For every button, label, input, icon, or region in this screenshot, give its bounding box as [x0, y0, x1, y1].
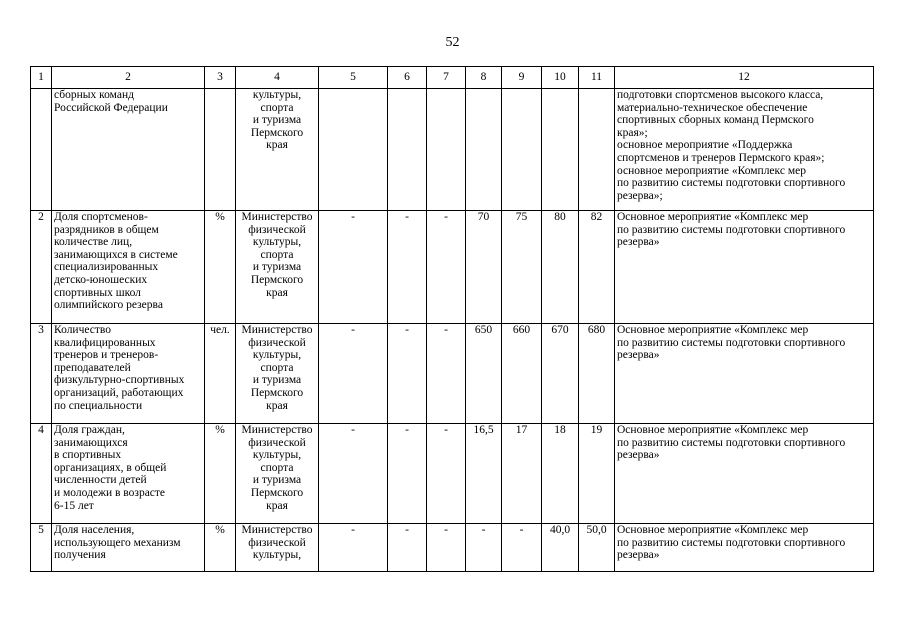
row-number: 4 — [31, 424, 52, 524]
responsible-ministry: Министерство физической культуры, спорта и туризма Пермского края — [236, 324, 319, 424]
page-number: 52 — [445, 35, 460, 50]
value-col6 — [388, 89, 427, 211]
column-header: 3 — [205, 67, 236, 89]
indicator-name: Доля населения, использующего механизм получения — [52, 524, 205, 572]
responsible-ministry: Министерство физической культуры, спорта и туризма Пермского края — [236, 211, 319, 324]
value-col5 — [319, 89, 388, 211]
row-number — [31, 89, 52, 211]
value-col6: - — [388, 211, 427, 324]
column-header: 9 — [502, 67, 542, 89]
value-col8: 70 — [466, 211, 502, 324]
value-col6: - — [388, 524, 427, 572]
table-row — [31, 424, 874, 524]
value-col8 — [466, 89, 502, 211]
column-header: 12 — [615, 67, 874, 89]
column-header: 10 — [542, 67, 579, 89]
value-col7: - — [427, 424, 466, 524]
value-col11: 50,0 — [579, 524, 615, 572]
responsible-ministry: Министерство физической культуры, спорта и туризма Пермского края — [236, 424, 319, 524]
column-header: 6 — [388, 67, 427, 89]
unit: % — [205, 211, 236, 324]
row-number: 5 — [31, 524, 52, 572]
value-col5: - — [319, 424, 388, 524]
row-number: 2 — [31, 211, 52, 324]
value-col8: 650 — [466, 324, 502, 424]
table-row — [31, 89, 874, 211]
value-col9: - — [502, 524, 542, 572]
table-row — [31, 524, 874, 572]
column-header: 5 — [319, 67, 388, 89]
value-col7: - — [427, 211, 466, 324]
indicator-name: сборных команд Российской Федерации — [52, 89, 205, 211]
measures: подготовки спортсменов высокого класса, материально-техническое обеспечение спортивных сборных команд Пермского края»; основное мероприятие «Поддержка спортсменов и тренеров Пермского края»; основное мероприятие «Комплекс мер по развитию системы подготовки спортивного резерва»; — [615, 89, 874, 211]
indicators-table — [30, 66, 874, 572]
value-col10 — [542, 89, 579, 211]
value-col10: 670 — [542, 324, 579, 424]
column-header: 4 — [236, 67, 319, 89]
value-col9: 17 — [502, 424, 542, 524]
measures: Основное мероприятие «Комплекс мер по развитию системы подготовки спортивного резерва» — [615, 524, 874, 572]
table-row — [31, 324, 874, 424]
value-col7: - — [427, 524, 466, 572]
value-col10: 18 — [542, 424, 579, 524]
column-number-row — [31, 67, 874, 89]
value-col5: - — [319, 211, 388, 324]
column-header: 7 — [427, 67, 466, 89]
value-col8: - — [466, 524, 502, 572]
value-col5: - — [319, 324, 388, 424]
unit: % — [205, 524, 236, 572]
unit: чел. — [205, 324, 236, 424]
value-col9: 660 — [502, 324, 542, 424]
unit — [205, 89, 236, 211]
value-col11: 82 — [579, 211, 615, 324]
measures: Основное мероприятие «Комплекс мер по развитию системы подготовки спортивного резерва» — [615, 424, 874, 524]
row-number: 3 — [31, 324, 52, 424]
indicator-name: Доля спортсменов- разрядников в общем количестве лиц, занимающихся в системе специализированных детско-юношеских спортивных школ олимпийского резерва — [52, 211, 205, 324]
value-col10: 40,0 — [542, 524, 579, 572]
indicator-name: Доля граждан, занимающихся в спортивных организациях, в общей численности детей и молодежи в возрасте 6-15 лет — [52, 424, 205, 524]
value-col8: 16,5 — [466, 424, 502, 524]
value-col10: 80 — [542, 211, 579, 324]
value-col11: 680 — [579, 324, 615, 424]
value-col5: - — [319, 524, 388, 572]
value-col9: 75 — [502, 211, 542, 324]
measures: Основное мероприятие «Комплекс мер по развитию системы подготовки спортивного резерва» — [615, 324, 874, 424]
value-col6: - — [388, 424, 427, 524]
column-header: 1 — [31, 67, 52, 89]
indicator-name: Количество квалифицированных тренеров и тренеров- преподавателей физкультурно-спортивных организаций, работающих по специальности — [52, 324, 205, 424]
value-col11 — [579, 89, 615, 211]
table-row — [31, 211, 874, 324]
column-header: 8 — [466, 67, 502, 89]
value-col7: - — [427, 324, 466, 424]
value-col6: - — [388, 324, 427, 424]
value-col9 — [502, 89, 542, 211]
column-header: 11 — [579, 67, 615, 89]
unit: % — [205, 424, 236, 524]
responsible-ministry: культуры, спорта и туризма Пермского края — [236, 89, 319, 211]
value-col11: 19 — [579, 424, 615, 524]
column-header: 2 — [52, 67, 205, 89]
responsible-ministry: Министерство физической культуры, — [236, 524, 319, 572]
value-col7 — [427, 89, 466, 211]
measures: Основное мероприятие «Комплекс мер по развитию системы подготовки спортивного резерва» — [615, 211, 874, 324]
